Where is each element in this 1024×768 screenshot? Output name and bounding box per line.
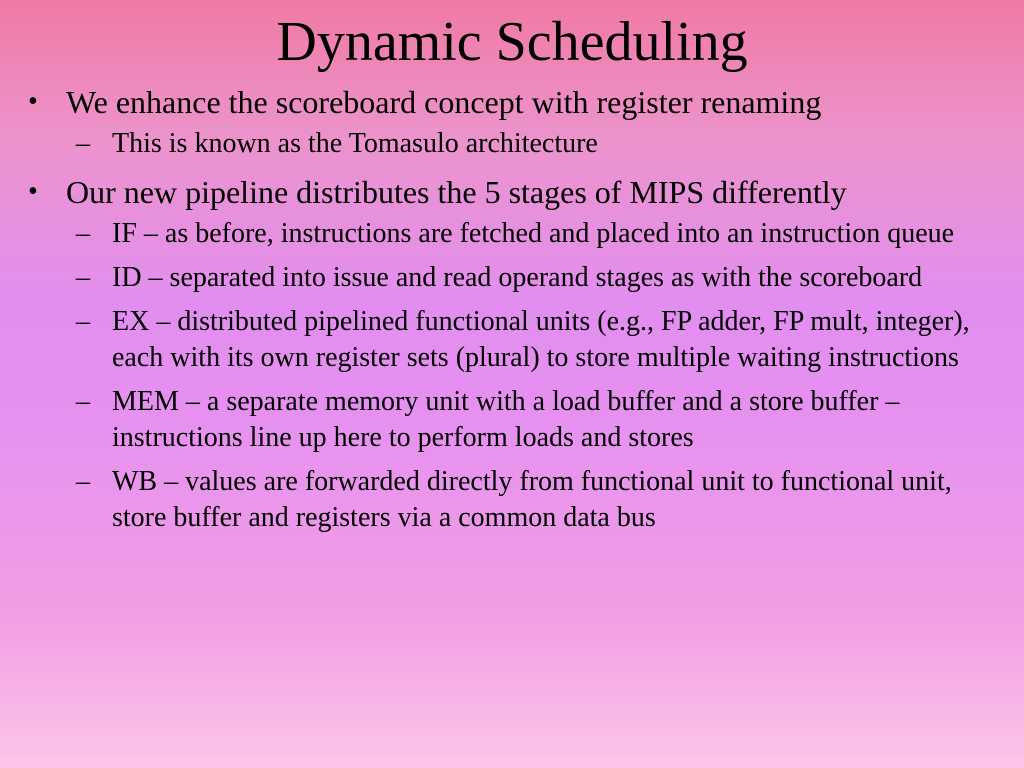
dash-icon: –	[76, 128, 90, 159]
bullet-icon: •	[28, 86, 38, 117]
sub-bullet-text: EX – distributed pipelined functional units (e.g., FP adder, FP mult, integer), each with its own register sets (plural) to store multiple waiting instructions	[112, 306, 970, 373]
sub-bullet-text: WB – values are forwarded directly from functional unit to functional unit, store buffer and registers via a common data bus	[112, 466, 952, 533]
slide-title: Dynamic Scheduling	[276, 11, 748, 73]
sub-bullet-text: IF – as before, instructions are fetched and placed into an instruction queue	[112, 218, 955, 249]
sub-bullet-item	[28, 126, 988, 162]
bullet-text: Our new pipeline distributes the 5 stages of MIPS differently	[66, 174, 847, 210]
slide-content	[28, 84, 988, 544]
bullet-icon: •	[28, 176, 38, 207]
dash-icon: –	[76, 466, 90, 497]
dash-icon: –	[76, 262, 90, 293]
sub-bullet-item	[28, 304, 988, 376]
sub-bullet-item	[28, 216, 988, 252]
sub-bullet-text: ID – separated into issue and read operand stages as with the scoreboard	[112, 262, 923, 293]
dash-icon: –	[76, 306, 90, 337]
dash-icon: –	[76, 386, 90, 417]
sub-bullet-item	[28, 260, 988, 296]
bullet-item	[28, 174, 988, 210]
dash-icon: –	[76, 218, 90, 249]
bullet-item	[28, 84, 988, 120]
sub-bullet-item	[28, 384, 988, 456]
sub-bullet-text: This is known as the Tomasulo architecture	[112, 128, 598, 159]
bullet-text: We enhance the scoreboard concept with register renaming	[66, 84, 822, 120]
sub-bullet-item	[28, 464, 988, 536]
sub-bullet-text: MEM – a separate memory unit with a load buffer and a store buffer – instructions line up here to perform loads and stores	[112, 386, 900, 453]
